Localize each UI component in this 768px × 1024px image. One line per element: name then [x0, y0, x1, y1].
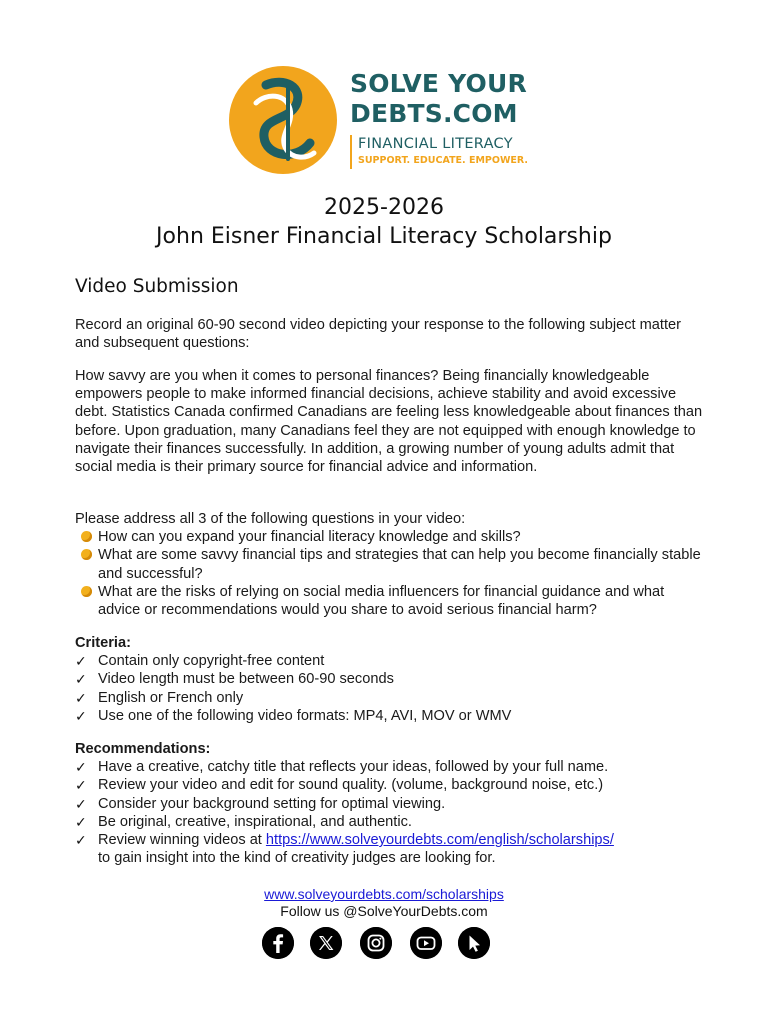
- social-icons: [262, 927, 492, 961]
- checkmark-icon: ✓: [75, 671, 87, 688]
- scholarships-link[interactable]: https://www.solveyourdebts.com/english/scholarships/: [265, 832, 614, 849]
- recommendations-block: [75, 740, 705, 867]
- list-item: [75, 546, 705, 582]
- recommendations-list: [75, 758, 705, 867]
- questions-block: [75, 510, 705, 619]
- main-paragraph: How savvy are you when it comes to personal finances? Being financially knowledgeable empowers people to make informed financial decisions, achieve stability and avoid excessive debt. Statistics Canada confirmed Canadians are feeling less knowledgeable about finances than before. Upon graduation, many Canadians feel they are not equipped with enough knowledge to navigate their finances successfully. In addition, a growing number of young adults admit that social media is their primary source for financial advice and information.: [75, 368, 703, 476]
- recommendation-text: Review your video and edit for sound quality. (volume, background noise, etc.): [98, 777, 604, 794]
- footer-url-row: [0, 886, 768, 903]
- questions-list: [75, 528, 705, 619]
- list-item: [75, 795, 705, 813]
- brand-logo: [226, 63, 536, 181]
- brand-tagline: FINANCIAL LITERACY: [358, 136, 513, 152]
- cursor-icon[interactable]: [458, 927, 490, 959]
- question-text: How can you expand your financial literacy knowledge and skills?: [98, 529, 521, 546]
- title-year: 2025-2026: [324, 195, 444, 220]
- brand-motto: SUPPORT. EDUCATE. EMPOWER.: [358, 155, 529, 166]
- list-item: [75, 670, 705, 688]
- website-link[interactable]: www.solveyourdebts.com/scholarships: [264, 886, 504, 902]
- checkmark-icon: ✓: [75, 759, 87, 776]
- brand-name-line2: DEBTS.COM: [350, 99, 518, 128]
- checkmark-icon: ✓: [75, 832, 87, 849]
- coin-icon: [81, 549, 92, 560]
- question-text: What are the risks of relying on social media influencers for financial guidance and what advice or recommendations would you share to avoid serious financial harm?: [98, 583, 665, 619]
- recommendation-text: Have a creative, catchy title that reflects your ideas, followed by your full name.: [98, 759, 609, 776]
- list-item: [75, 583, 705, 619]
- criteria-list: [75, 652, 705, 725]
- list-item: [75, 813, 705, 831]
- checkmark-icon: ✓: [75, 795, 87, 812]
- checkmark-icon: ✓: [75, 689, 87, 706]
- recommendation-text: Consider your background setting for optimal viewing.: [98, 795, 446, 812]
- intro-paragraph: Record an original 60-90 second video depicting your response to the following subject matter and subsequent questions:: [75, 317, 681, 352]
- criteria-text: Use one of the following video formats: MP4, AVI, MOV or WMV: [98, 707, 512, 724]
- list-item: [75, 707, 705, 725]
- coin-icon: [81, 586, 92, 597]
- questions-lead: Please address all 3 of the following questions in your video:: [75, 511, 466, 527]
- checkmark-icon: ✓: [75, 653, 87, 670]
- checkmark-icon: ✓: [75, 813, 87, 830]
- facebook-icon[interactable]: [262, 927, 294, 959]
- checkmark-icon: ✓: [75, 707, 87, 724]
- question-text: What are some savvy financial tips and strategies that can help you become financially stable and successful?: [98, 547, 701, 582]
- criteria-text: Video length must be between 60-90 seconds: [98, 671, 394, 688]
- recommendations-label: Recommendations:: [75, 741, 211, 757]
- brand-mark-icon: [226, 63, 340, 177]
- list-item: [75, 776, 705, 794]
- criteria-text: English or French only: [98, 689, 244, 706]
- brand-text: [350, 69, 540, 169]
- page-title: John Eisner Financial Literacy Scholarship: [156, 224, 612, 249]
- criteria-block: [75, 634, 705, 725]
- list-item: [75, 758, 705, 776]
- youtube-icon[interactable]: [410, 927, 442, 959]
- recommendation-prefix: Review winning videos at: [98, 832, 266, 849]
- list-item: [75, 528, 705, 546]
- coin-icon: [81, 531, 92, 542]
- brand-name-line1: SOLVE YOUR: [350, 69, 527, 98]
- brand-subtitle: [350, 135, 540, 169]
- criteria-text: Contain only copyright-free content: [98, 653, 325, 670]
- recommendation-suffix: to gain insight into the kind of creativity judges are looking for.: [98, 850, 496, 867]
- recommendation-text: Be original, creative, inspirational, and authentic.: [98, 813, 412, 830]
- x-icon[interactable]: [310, 927, 342, 959]
- checkmark-icon: ✓: [75, 777, 87, 794]
- section-heading: Video Submission: [75, 276, 239, 297]
- list-item: [75, 831, 705, 867]
- list-item: [75, 652, 705, 670]
- criteria-label: Criteria:: [75, 635, 131, 651]
- list-item: [75, 689, 705, 707]
- instagram-icon[interactable]: [360, 927, 392, 959]
- follow-us-text: Follow us @SolveYourDebts.com: [280, 903, 488, 919]
